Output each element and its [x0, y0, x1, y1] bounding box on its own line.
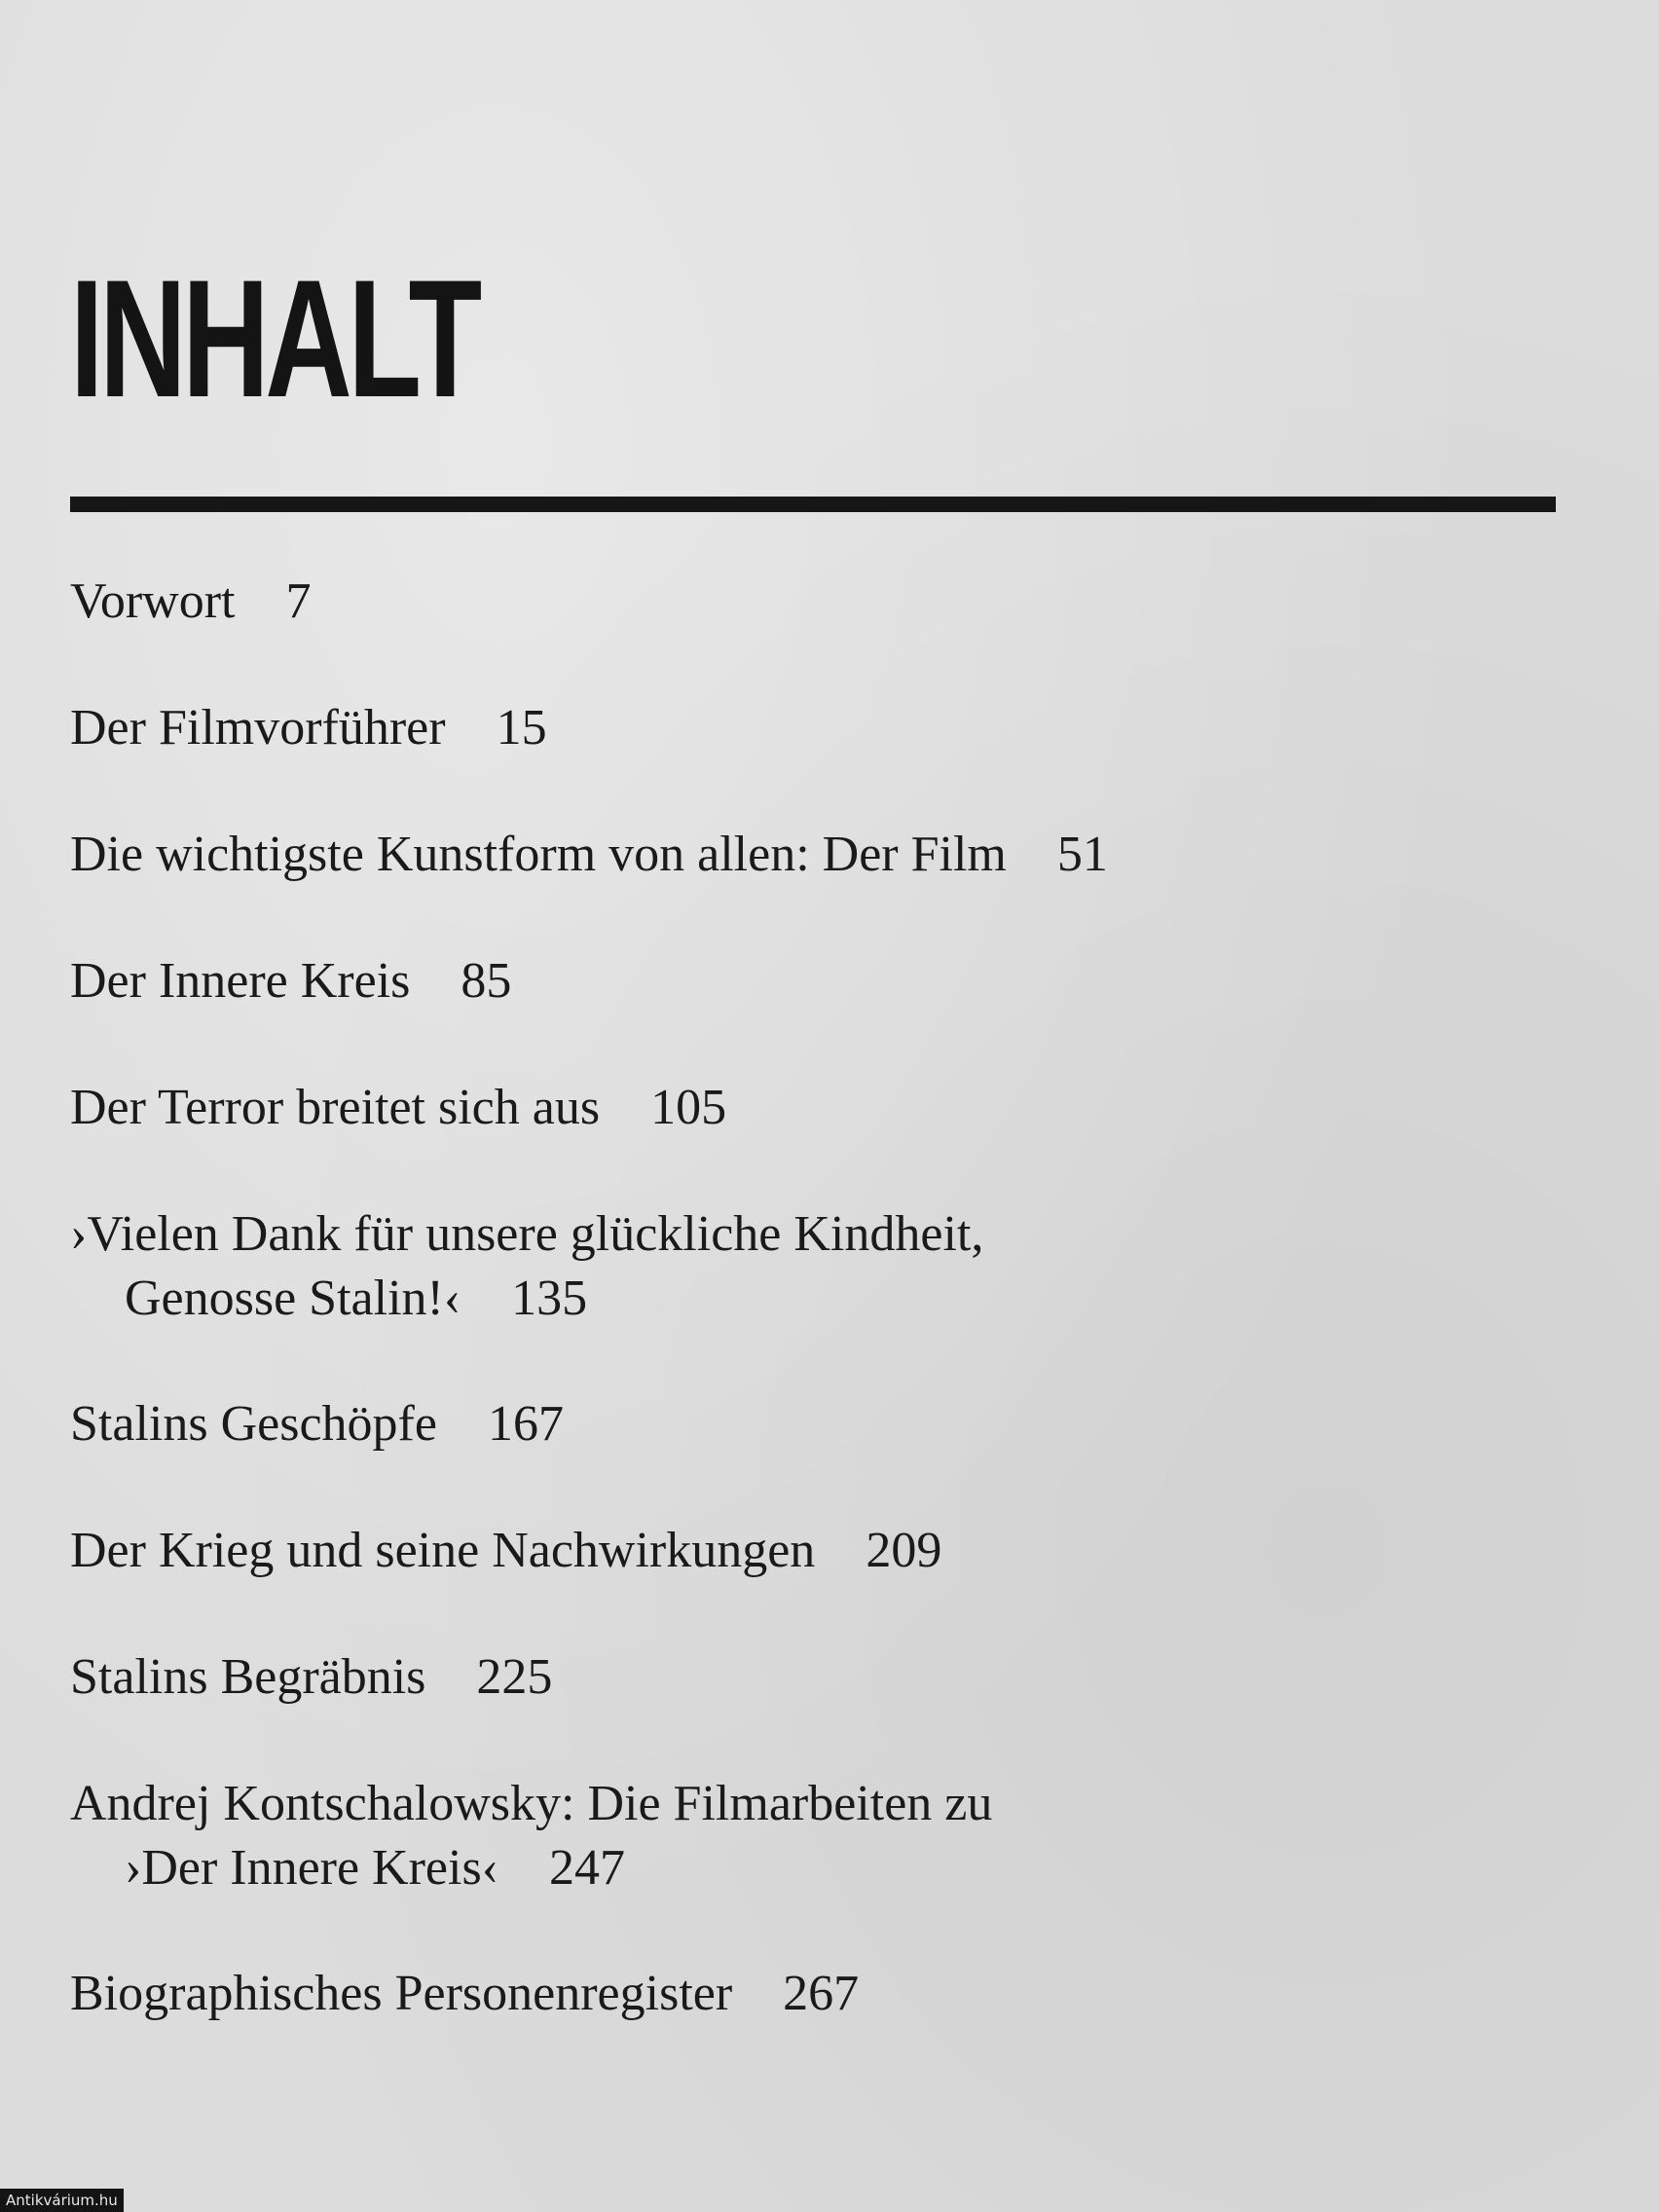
toc-entry-title: Der Terror breitet sich aus — [70, 1080, 601, 1135]
toc-entry-page: 167 — [487, 1396, 564, 1452]
toc-entry-page: 105 — [650, 1080, 727, 1135]
toc-entry — [70, 1392, 564, 1456]
toc-entry-title: Der Filmvorführer — [70, 700, 446, 756]
toc-entry-page: 209 — [866, 1523, 942, 1578]
toc-entry-title: Der Krieg und seine Nachwirkungen — [70, 1523, 816, 1578]
toc-entry-title-line2: Genosse Stalin!‹ — [125, 1271, 461, 1326]
toc-entry-page: 247 — [549, 1840, 626, 1896]
toc-entry — [70, 1772, 992, 1900]
toc-entry-page: 135 — [511, 1271, 588, 1326]
toc-entry-title-line1: Andrej Kontschalowsky: Die Filmarbeiten zu — [70, 1776, 993, 1831]
toc-entry — [70, 949, 511, 1014]
toc-entry — [70, 1202, 983, 1331]
toc-entry-title: Vorwort — [70, 573, 236, 629]
toc-entry — [70, 1645, 552, 1710]
toc-entry — [70, 570, 311, 634]
toc-entry — [70, 696, 547, 760]
page-title: INHALT — [70, 245, 478, 432]
toc-entry-title: Der Innere Kreis — [70, 953, 411, 1009]
toc-entry-title-line1: ›Vielen Dank für unsere glückliche Kindheit, — [70, 1206, 984, 1262]
toc-entry — [70, 823, 1108, 887]
toc-entry — [70, 1519, 941, 1583]
toc-entry-title: Biographisches Personenregister — [70, 1966, 733, 2021]
toc-entry-page: 15 — [496, 700, 547, 756]
toc-entry-title: Die wichtigste Kunstform von allen: Der Film — [70, 827, 1007, 882]
title-rule — [70, 497, 1556, 512]
watermark: Antikvárium.hu — [0, 2189, 124, 2212]
toc-entry — [70, 1962, 859, 2026]
toc-entry-page: 225 — [476, 1649, 553, 1705]
toc-entry-title: Stalins Begräbnis — [70, 1649, 426, 1705]
toc-entry-page: 7 — [285, 573, 312, 629]
toc-entry-page: 267 — [783, 1966, 860, 2021]
toc-entry-page: 85 — [461, 953, 512, 1009]
toc-entry — [70, 1076, 726, 1140]
toc-entry-page: 51 — [1056, 827, 1108, 882]
toc-entry-title: Stalins Geschöpfe — [70, 1396, 437, 1452]
toc-entry-title-line2: ›Der Innere Kreis‹ — [125, 1840, 499, 1896]
